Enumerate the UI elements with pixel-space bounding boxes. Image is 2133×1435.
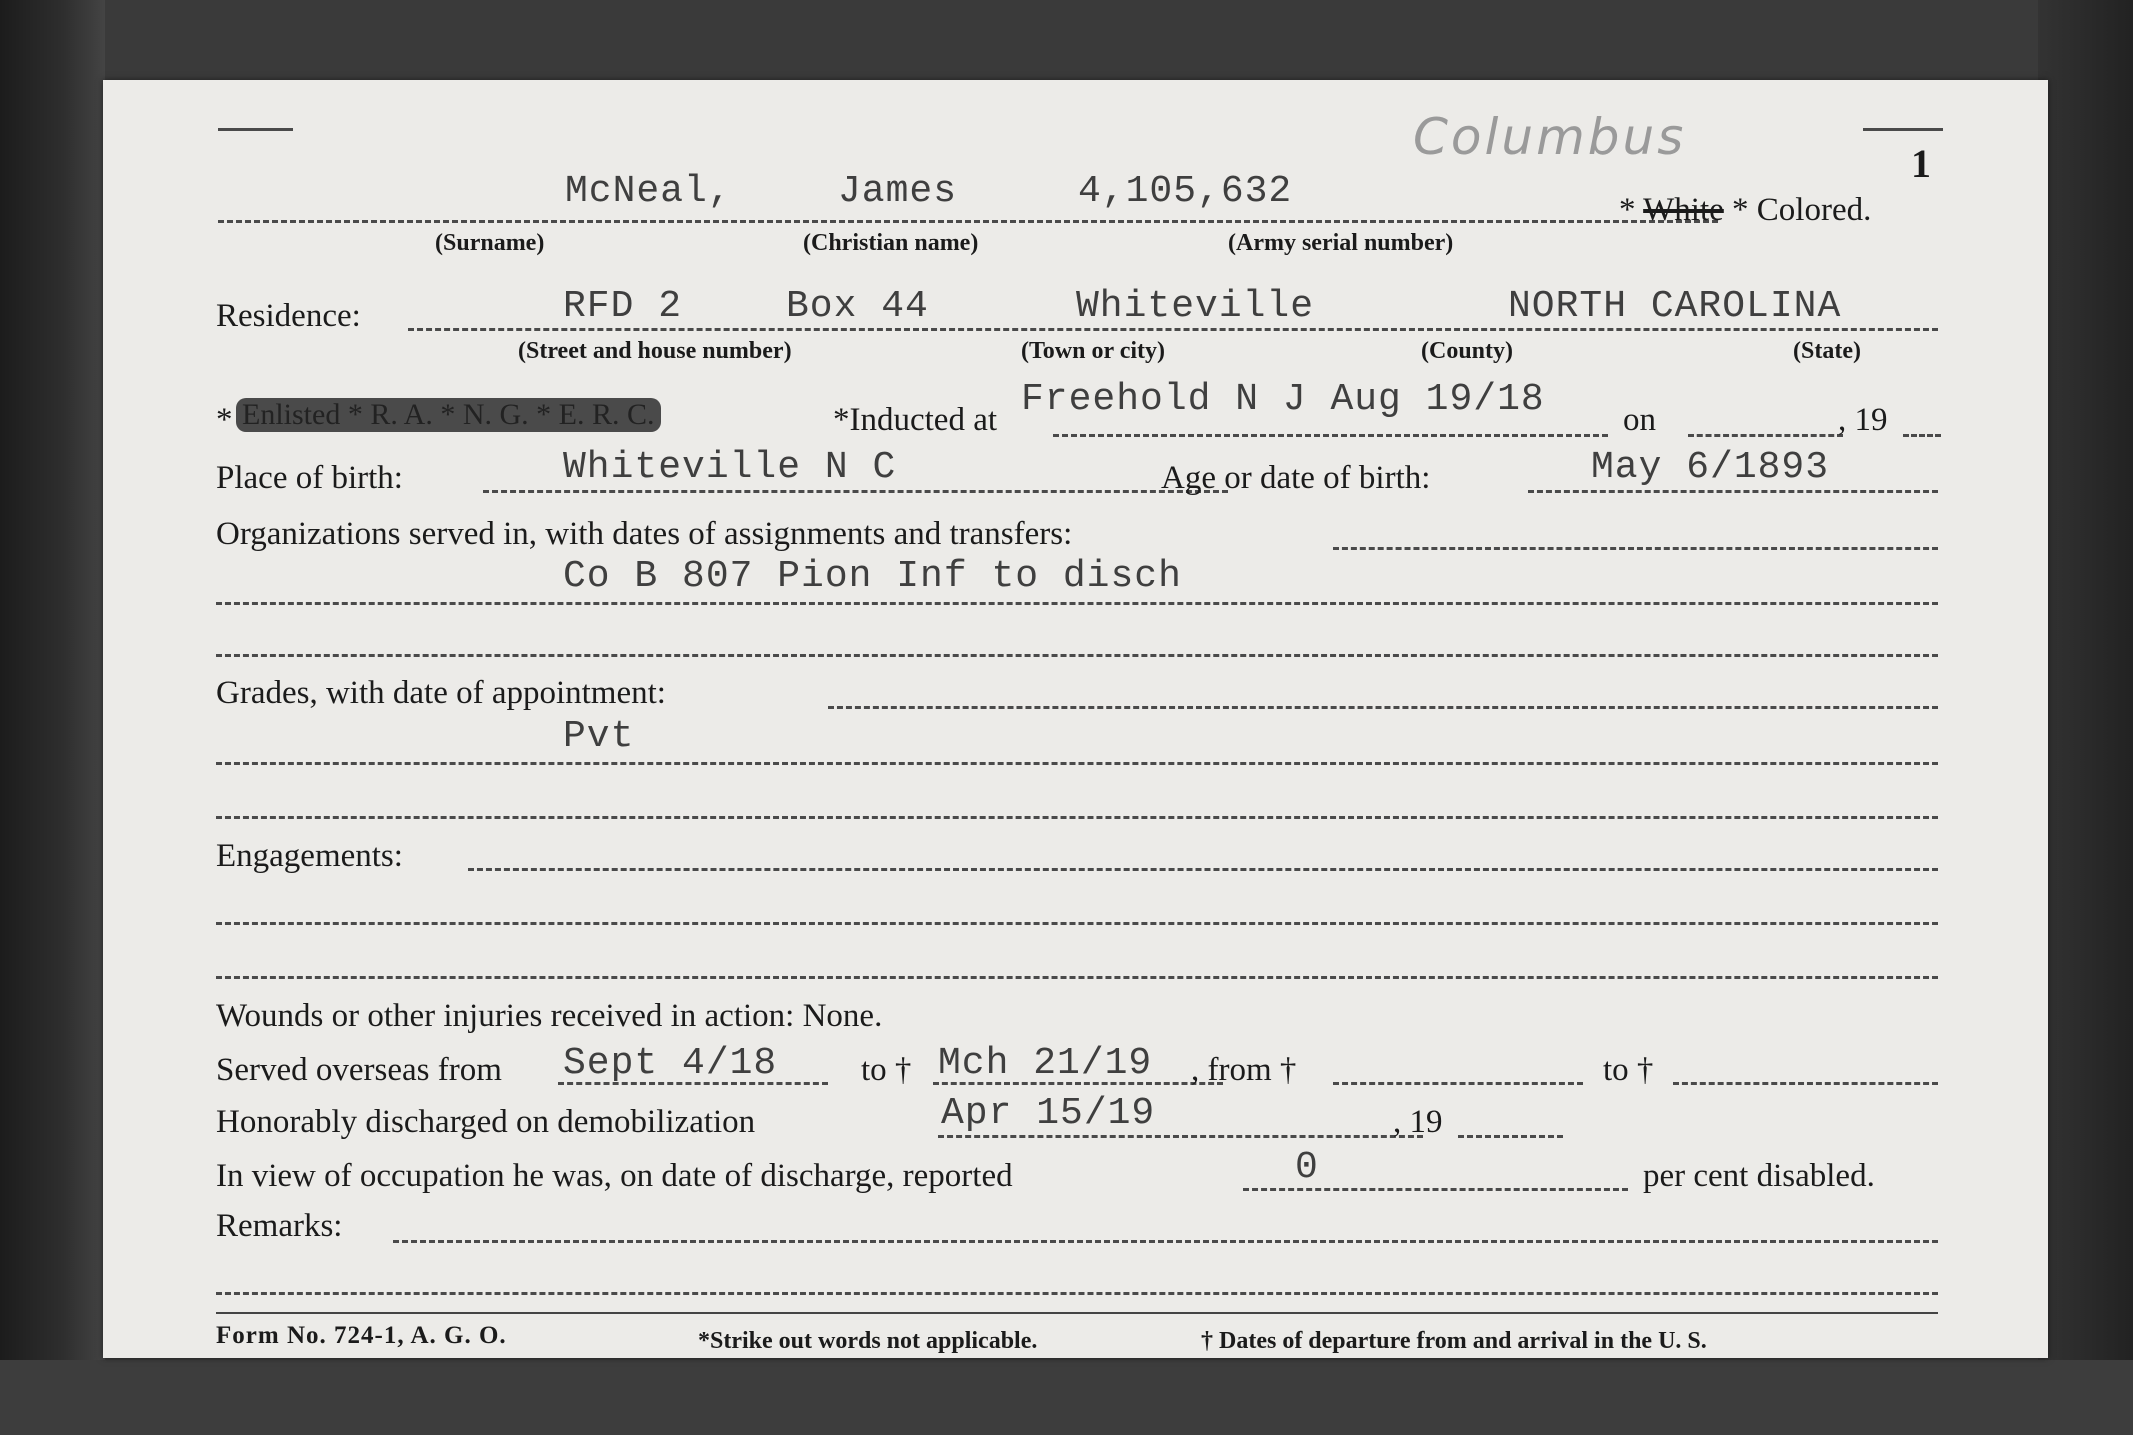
engagements-label: Engagements: xyxy=(216,838,403,874)
on-label: on xyxy=(1623,402,1656,438)
grades-line-2 xyxy=(216,762,1938,765)
organizations-label: Organizations served in, with dates of assignments and transfers: xyxy=(216,516,1073,552)
grades-line-1 xyxy=(828,706,1938,709)
christian-name-value: James xyxy=(838,170,958,213)
disability-suffix: per cent disabled. xyxy=(1643,1158,1875,1194)
state-value: NORTH CAROLINA xyxy=(1508,285,1842,328)
overseas-to-line xyxy=(933,1082,1223,1085)
discharge-line xyxy=(938,1135,1423,1138)
box-value: Box 44 xyxy=(786,285,929,328)
scan-background-bottom xyxy=(0,1360,2133,1435)
overseas-from-label-2: , from † xyxy=(1191,1052,1297,1088)
engagements-line-3 xyxy=(216,976,1938,979)
town-caption: (Town or city) xyxy=(1021,338,1165,364)
street-caption: (Street and house number) xyxy=(518,338,792,364)
place-of-birth-label: Place of birth: xyxy=(216,460,403,496)
service-record-card xyxy=(103,80,2048,1358)
scan-background-left xyxy=(0,0,105,1435)
residence-label: Residence: xyxy=(216,298,361,334)
overseas-to-line-2 xyxy=(1673,1082,1938,1085)
enlist-year-label: , 19 xyxy=(1838,402,1888,438)
disability-label: In view of occupation he was, on date of discharge, reported xyxy=(216,1158,1013,1194)
inducted-line xyxy=(1053,434,1608,437)
discharge-year-label: , 19 xyxy=(1393,1104,1443,1140)
name-line xyxy=(218,220,1718,223)
organizations-line-3 xyxy=(216,654,1938,657)
overseas-to-label: to † xyxy=(861,1052,912,1088)
grades-value: Pvt xyxy=(563,715,635,758)
race-white-struck: White xyxy=(1643,192,1724,228)
dates-note: † Dates of departure from and arrival in the U. S. xyxy=(1201,1328,1707,1354)
christian-name-caption: (Christian name) xyxy=(803,230,979,256)
scan-background-right xyxy=(2038,0,2133,1435)
footer-rule xyxy=(216,1312,1938,1314)
serial-number-value: 4,105,632 xyxy=(1078,170,1293,213)
residence-line xyxy=(408,328,1938,331)
overseas-from-value: Sept 4/18 xyxy=(563,1042,778,1085)
serial-number-caption: (Army serial number) xyxy=(1228,230,1454,256)
overseas-to-label-2: to † xyxy=(1603,1052,1654,1088)
organizations-line-1 xyxy=(1333,547,1938,550)
state-caption: (State) xyxy=(1793,338,1861,364)
remarks-line-2 xyxy=(216,1292,1938,1295)
enlist-marker: * xyxy=(216,402,233,438)
card-number: 1 xyxy=(1911,141,1931,186)
surname-caption: (Surname) xyxy=(435,230,545,256)
on-line xyxy=(1688,434,1843,437)
race-field: * White * Colored. xyxy=(1619,192,1872,228)
street-value: RFD 2 xyxy=(563,285,683,328)
enlist-year-line xyxy=(1903,434,1941,437)
inducted-label: *Inducted at xyxy=(833,402,998,438)
town-value: Whiteville xyxy=(1076,285,1315,328)
organizations-line-2 xyxy=(216,602,1938,605)
date-of-birth-line xyxy=(1528,490,1938,493)
grades-label: Grades, with date of appointment: xyxy=(216,675,666,711)
discharge-year-line xyxy=(1458,1135,1563,1138)
overseas-from-line xyxy=(558,1082,828,1085)
disability-line xyxy=(1243,1188,1628,1191)
discharge-label: Honorably discharged on demobilization xyxy=(216,1104,756,1140)
place-of-birth-value: Whiteville N C xyxy=(563,446,897,489)
surname-value: McNeal, xyxy=(565,170,732,213)
organizations-value: Co B 807 Pion Inf to disch xyxy=(563,555,1182,598)
county-caption: (County) xyxy=(1421,338,1514,364)
enlistment-type-redacted: Enlisted * R. A. * N. G. * E. R. C. xyxy=(236,398,661,432)
overseas-from-line-2 xyxy=(1333,1082,1583,1085)
date-of-birth-value: May 6/1893 xyxy=(1591,446,1830,489)
county-handwritten-note: Columbus xyxy=(1413,108,1687,166)
form-number: Form No. 724-1, A. G. O. xyxy=(216,1322,507,1349)
engagements-line-2 xyxy=(216,922,1938,925)
strike-note: *Strike out words not applicable. xyxy=(698,1328,1038,1354)
disability-value: 0 xyxy=(1295,1146,1319,1189)
engagements-line-1 xyxy=(468,868,1938,871)
overseas-to-value: Mch 21/19 xyxy=(938,1042,1153,1085)
date-of-birth-label: Age or date of birth: xyxy=(1161,460,1431,496)
wounds-label: Wounds or other injuries received in action: None. xyxy=(216,998,883,1034)
induction-place-date: Freehold N J Aug 19/18 xyxy=(1021,378,1545,421)
grades-line-3 xyxy=(216,816,1938,819)
place-of-birth-line xyxy=(483,490,1228,493)
top-right-rule xyxy=(1863,128,1943,131)
top-left-rule xyxy=(218,128,293,131)
discharge-date-value: Apr 15/19 xyxy=(941,1092,1156,1135)
served-overseas-label: Served overseas from xyxy=(216,1052,502,1088)
remarks-label: Remarks: xyxy=(216,1208,343,1244)
race-colored: Colored. xyxy=(1756,192,1872,228)
remarks-line-1 xyxy=(393,1240,1938,1243)
